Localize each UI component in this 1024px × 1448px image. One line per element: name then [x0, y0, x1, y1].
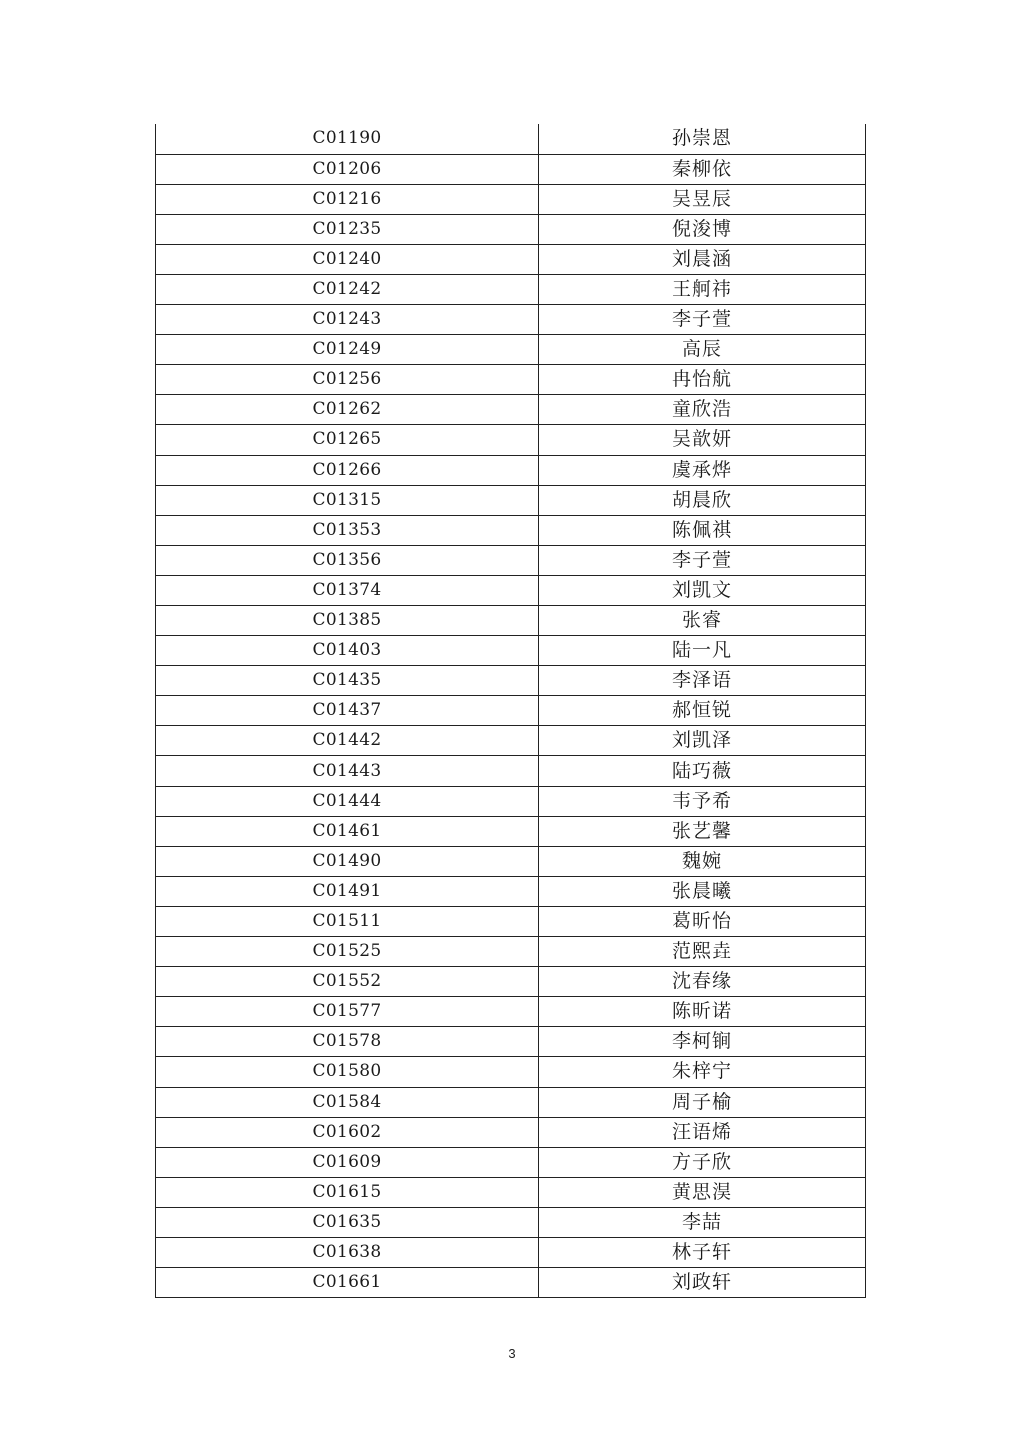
- cell-name: 郝恒锐: [539, 696, 866, 726]
- cell-id: C01552: [156, 967, 539, 997]
- cell-id: C01638: [156, 1237, 539, 1267]
- cell-id: C01577: [156, 997, 539, 1027]
- cell-id: C01444: [156, 786, 539, 816]
- cell-id: C01385: [156, 606, 539, 636]
- cell-name: 吴歆妍: [539, 425, 866, 455]
- table-row: [156, 997, 866, 1027]
- cell-id: C01242: [156, 274, 539, 304]
- cell-id: C01578: [156, 1027, 539, 1057]
- cell-name: 汪语烯: [539, 1117, 866, 1147]
- table-row: [156, 846, 866, 876]
- cell-name: 李子萱: [539, 545, 866, 575]
- cell-id: C01602: [156, 1117, 539, 1147]
- cell-name: 沈春缘: [539, 967, 866, 997]
- roster-table-body: [156, 124, 866, 1298]
- table-row: [156, 937, 866, 967]
- cell-id: C01235: [156, 214, 539, 244]
- cell-name: 倪浚博: [539, 214, 866, 244]
- cell-name: 魏婉: [539, 846, 866, 876]
- table-row: [156, 967, 866, 997]
- table-row: [156, 515, 866, 545]
- table-row: [156, 1268, 866, 1298]
- cell-id: C01609: [156, 1147, 539, 1177]
- cell-name: 李柯锏: [539, 1027, 866, 1057]
- cell-name: 虞承烨: [539, 455, 866, 485]
- cell-name: 范熙垚: [539, 937, 866, 967]
- table-row: [156, 1147, 866, 1177]
- cell-name: 李子萱: [539, 305, 866, 335]
- table-row: [156, 365, 866, 395]
- cell-name: 张艺馨: [539, 816, 866, 846]
- cell-id: C01525: [156, 937, 539, 967]
- cell-name: 刘凯文: [539, 575, 866, 605]
- table-row: [156, 1087, 866, 1117]
- cell-id: C01511: [156, 906, 539, 936]
- cell-id: C01353: [156, 515, 539, 545]
- cell-name: 黄思淏: [539, 1177, 866, 1207]
- cell-name: 冉怡航: [539, 365, 866, 395]
- cell-id: C01266: [156, 455, 539, 485]
- cell-name: 周子榆: [539, 1087, 866, 1117]
- cell-name: 陈佩祺: [539, 515, 866, 545]
- table-row: [156, 214, 866, 244]
- table-row: [156, 395, 866, 425]
- cell-id: C01403: [156, 636, 539, 666]
- cell-name: 高辰: [539, 335, 866, 365]
- cell-id: C01265: [156, 425, 539, 455]
- cell-name: 刘晨涵: [539, 244, 866, 274]
- cell-id: C01615: [156, 1177, 539, 1207]
- cell-id: C01243: [156, 305, 539, 335]
- cell-name: 王舸祎: [539, 274, 866, 304]
- cell-id: C01206: [156, 154, 539, 184]
- page-number: 3: [508, 1346, 516, 1361]
- table-row: [156, 876, 866, 906]
- cell-id: C01442: [156, 726, 539, 756]
- table-row: [156, 786, 866, 816]
- cell-name: 胡晨欣: [539, 485, 866, 515]
- table-row: [156, 816, 866, 846]
- cell-id: C01490: [156, 846, 539, 876]
- cell-name: 陆一凡: [539, 636, 866, 666]
- cell-name: 孙崇恩: [539, 124, 866, 154]
- table-row: [156, 244, 866, 274]
- table-row: [156, 1117, 866, 1147]
- cell-name: 吴昱辰: [539, 184, 866, 214]
- cell-id: C01443: [156, 756, 539, 786]
- cell-id: C01435: [156, 666, 539, 696]
- cell-name: 李喆: [539, 1207, 866, 1237]
- table-row: [156, 455, 866, 485]
- table-row: [156, 1177, 866, 1207]
- cell-id: C01374: [156, 575, 539, 605]
- cell-id: C01249: [156, 335, 539, 365]
- cell-id: C01240: [156, 244, 539, 274]
- cell-name: 方子欣: [539, 1147, 866, 1177]
- table-row: [156, 335, 866, 365]
- cell-name: 林子轩: [539, 1237, 866, 1267]
- cell-id: C01256: [156, 365, 539, 395]
- cell-name: 刘凯泽: [539, 726, 866, 756]
- cell-name: 韦予希: [539, 786, 866, 816]
- cell-id: C01190: [156, 124, 539, 154]
- cell-name: 陆巧薇: [539, 756, 866, 786]
- table-row: [156, 906, 866, 936]
- cell-name: 刘政轩: [539, 1268, 866, 1298]
- table-row: [156, 606, 866, 636]
- table-row: [156, 1237, 866, 1267]
- table-row: [156, 124, 866, 154]
- table-row: [156, 726, 866, 756]
- table-row: [156, 274, 866, 304]
- table-row: [156, 575, 866, 605]
- table-row: [156, 305, 866, 335]
- table-row: [156, 154, 866, 184]
- cell-id: C01437: [156, 696, 539, 726]
- cell-name: 陈昕诺: [539, 997, 866, 1027]
- table-row: [156, 696, 866, 726]
- table-row: [156, 636, 866, 666]
- roster-table: [155, 124, 866, 1298]
- table-row: [156, 756, 866, 786]
- cell-id: C01635: [156, 1207, 539, 1237]
- table-row: [156, 1057, 866, 1087]
- cell-name: 秦柳依: [539, 154, 866, 184]
- cell-name: 朱梓宁: [539, 1057, 866, 1087]
- cell-id: C01216: [156, 184, 539, 214]
- cell-name: 葛昕怡: [539, 906, 866, 936]
- cell-id: C01661: [156, 1268, 539, 1298]
- cell-name: 张晨曦: [539, 876, 866, 906]
- cell-id: C01461: [156, 816, 539, 846]
- table-row: [156, 425, 866, 455]
- cell-name: 童欣浩: [539, 395, 866, 425]
- table-row: [156, 666, 866, 696]
- table-row: [156, 1027, 866, 1057]
- table-row: [156, 485, 866, 515]
- table-row: [156, 184, 866, 214]
- cell-id: C01584: [156, 1087, 539, 1117]
- cell-id: C01262: [156, 395, 539, 425]
- cell-id: C01491: [156, 876, 539, 906]
- cell-name: 张睿: [539, 606, 866, 636]
- table-row: [156, 545, 866, 575]
- cell-id: C01356: [156, 545, 539, 575]
- cell-name: 李泽语: [539, 666, 866, 696]
- cell-id: C01580: [156, 1057, 539, 1087]
- table-row: [156, 1207, 866, 1237]
- cell-id: C01315: [156, 485, 539, 515]
